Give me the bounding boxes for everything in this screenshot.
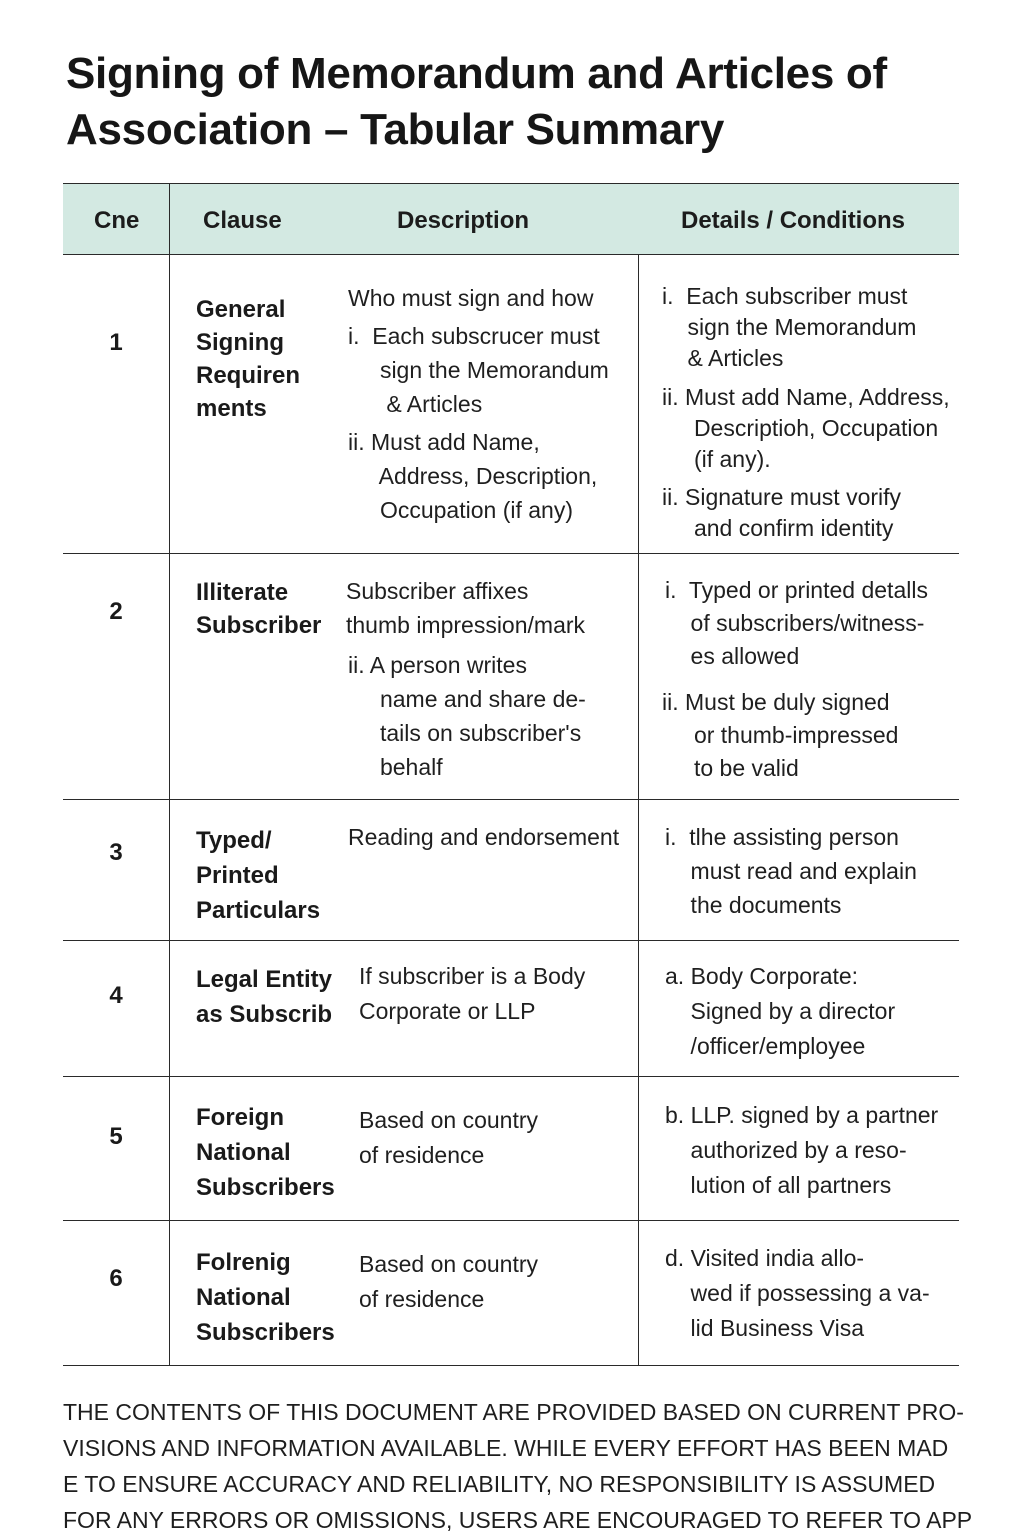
details-item: i. Each subscriber must sign the Memorandum & Articles (662, 283, 917, 371)
details-item: ii. Signature must vorify and confirm identity (662, 484, 902, 541)
clause-title: Folrenig National Subscribers (196, 1249, 335, 1346)
details-item: a. Body Corporate: Signed by a director /officer/employee (665, 963, 896, 1059)
details-item: d. Visited india allo- wed if possessing a va- lid Business Visa (665, 1245, 930, 1341)
table-top-rule (63, 183, 959, 184)
header-description: Description (397, 207, 530, 234)
description-lead: Based on country of residence (359, 1107, 539, 1168)
clause-title: General Signing Requiren ments (196, 296, 301, 422)
row-divider (63, 1220, 959, 1221)
row-number: 3 (109, 839, 123, 866)
row-divider (63, 553, 959, 554)
row-divider (63, 940, 959, 941)
details-item: ii. Must be duly signed or thumb-impressed to be valid (662, 689, 899, 781)
description-lead: Reading and endorsement (348, 824, 620, 850)
details-item: i. Typed or printed detalls of subscribers/witness- es allowed (665, 577, 928, 669)
table-bottom-rule (63, 1365, 959, 1366)
description-lead: If subscriber is a Body Corporate or LLP (359, 963, 586, 1024)
description-lead: Based on country of residence (359, 1251, 539, 1312)
row-number: 2 (109, 598, 123, 625)
details-item: ii. Must add Name, Address, Descriptioh, Occupation (if any). (662, 384, 950, 472)
clause-title: Illiterate Subscriber (196, 579, 322, 639)
header-number: Cne (94, 207, 140, 234)
header-details: Details / Conditions (681, 207, 906, 234)
clause-title: Foreign National Subscribers (196, 1104, 335, 1201)
description-item: i. Each subscrucer must sign the Memorandum & Articles (348, 323, 609, 417)
column-divider (638, 254, 639, 1366)
column-divider (169, 183, 170, 1366)
header-bottom-rule (63, 254, 959, 255)
row-divider (63, 1076, 959, 1077)
description-item: ii. Must add Name, Address, Description, Occupation (if any) (348, 429, 598, 523)
page-title: Signing of Memorandum and Articles of Association – Tabular Summary (66, 49, 887, 154)
header-clause: Clause (203, 207, 282, 234)
row-divider (63, 799, 959, 800)
description-item: ii. A person writes name and share de- tails on subscriber's behalf (348, 652, 586, 780)
description-lead: Subscriber affixes thumb impression/mark (346, 578, 586, 638)
summary-table (63, 183, 959, 1367)
description-lead: Who must sign and how (348, 285, 594, 311)
clause-title: Typed/ Printed Particulars (196, 827, 321, 924)
row-number: 6 (109, 1265, 123, 1292)
row-number: 5 (109, 1123, 123, 1150)
disclaimer-text: THE CONTENTS OF THIS DOCUMENT ARE PROVIDED BASED ON CURRENT PRO- VISIONS AND INFORMATION AVAILABLE. WHILE EVERY EFFORT HAS BEEN MAD E TO ENSURE ACCURACY AND RELIABILITY, NO RESPONSIBILITY IS ASSUMED FOR ANY ERRORS OR OMISSIONS, USERS ARE ENCOURAGED TO REFER TO APP (63, 1399, 973, 1533)
row-number: 1 (109, 329, 123, 356)
row-number: 4 (109, 982, 123, 1009)
details-item: i. tlhe assisting person must read and explain the documents (665, 824, 917, 918)
clause-title: Legal Entity as Subscrib (196, 966, 333, 1028)
details-item: b. LLP. signed by a partner authorized by a reso- lution of all partners (665, 1102, 939, 1198)
